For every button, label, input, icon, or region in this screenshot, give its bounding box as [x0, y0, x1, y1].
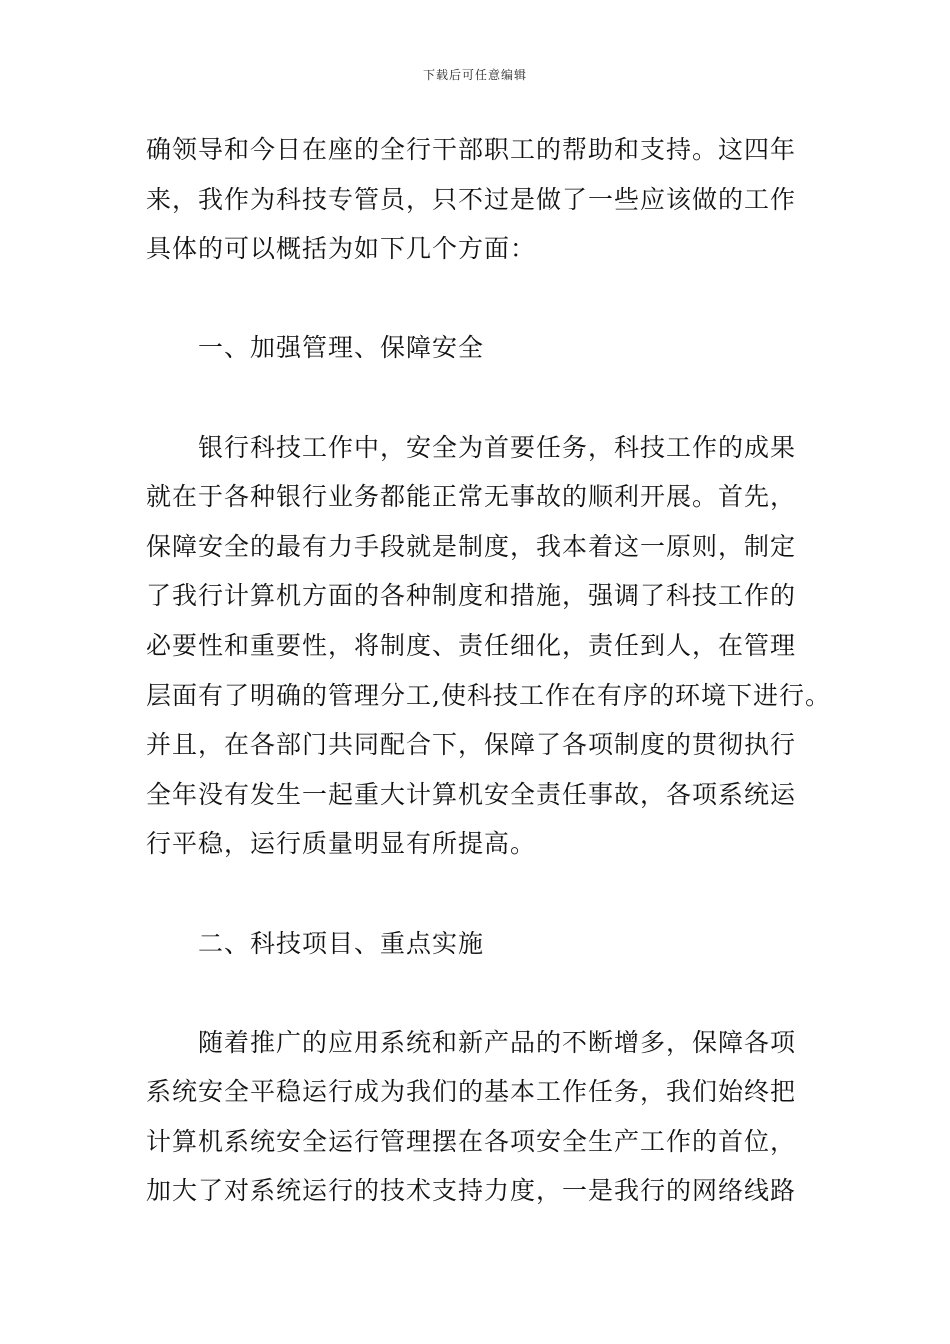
section-heading-1: 一、加强管理、保障安全 — [198, 333, 485, 363]
paragraph-line: 并且，在各部门共同配合下，保障了各项制度的贯彻执行 — [146, 730, 797, 760]
paragraph-line: 保障安全的最有力手段就是制度，我本着这一原则，制定 — [146, 531, 797, 561]
paragraph-line: 行平稳，运行质量明显有所提高。 — [146, 829, 537, 859]
paragraph-line: 必要性和重要性，将制度、责任细化，责任到人，在管理 — [146, 630, 797, 660]
paragraph-line: 来，我作为科技专管员，只不过是做了一些应该做的工作 — [146, 184, 797, 214]
paragraph-gap — [146, 373, 816, 423]
paragraph-gap — [146, 274, 816, 324]
paragraph-line: 具体的可以概括为如下几个方面： — [146, 234, 537, 264]
paragraph-line: 确领导和今日在座的全行干部职工的帮助和支持。这四年 — [146, 135, 797, 164]
paragraph-line: 就在于各种银行业务都能正常无事故的顺利开展。首先， — [146, 482, 797, 512]
paragraph-line: 随着推广的应用系统和新产品的不断增多，保障各项 — [198, 1027, 797, 1057]
paragraph-gap — [146, 869, 816, 919]
paragraph-line: 层面有了明确的管理分工,使科技工作在有序的环境下进行。 — [146, 680, 831, 710]
paragraph-line: 系统安全平稳运行成为我们的基本工作任务，我们始终把 — [146, 1077, 797, 1107]
section-heading-2: 二、科技项目、重点实施 — [198, 928, 485, 958]
paragraph-line: 银行科技工作中，安全为首要任务，科技工作的成果 — [198, 432, 797, 462]
paragraph-line: 计算机系统安全运行管理摆在各项安全生产工作的首位， — [146, 1126, 797, 1156]
page-header: 下载后可任意编辑 — [422, 68, 527, 82]
paragraph-line: 加大了对系统运行的技术支持力度，一是我行的网络线路 — [146, 1176, 797, 1206]
paragraph-line: 全年没有发生一起重大计算机安全责任事故，各项系统运 — [146, 779, 797, 809]
document-body — [146, 125, 831, 1216]
paragraph-gap — [146, 968, 816, 1018]
paragraph-line: 了我行计算机方面的各种制度和措施，强调了科技工作的 — [146, 581, 797, 611]
